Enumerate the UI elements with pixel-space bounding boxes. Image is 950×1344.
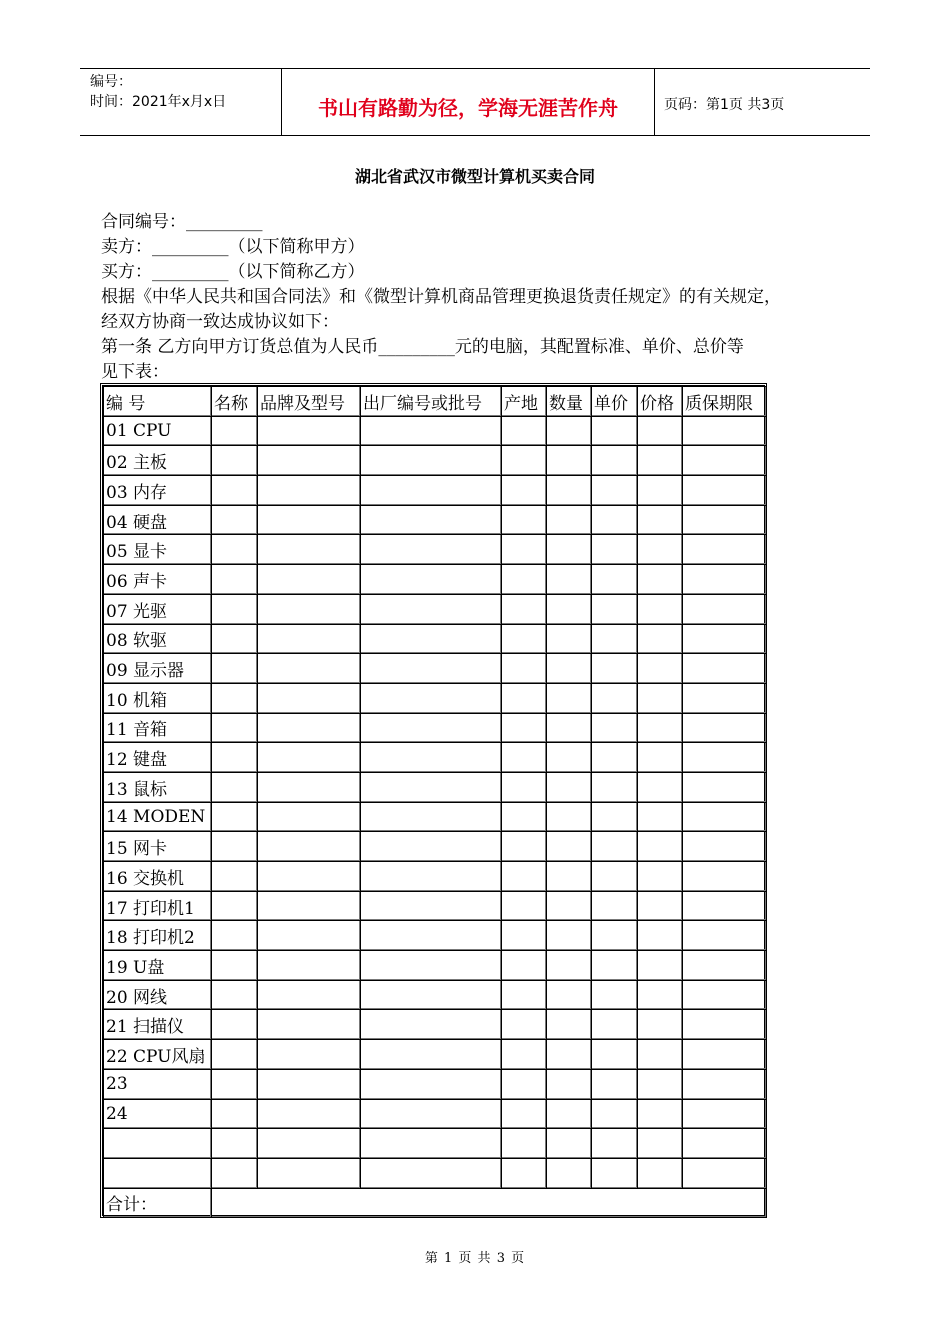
- table-cell: [547, 505, 592, 535]
- table-row: [104, 446, 767, 476]
- table-cell: [502, 505, 547, 535]
- table-cell: [638, 1099, 683, 1129]
- table-cell: [361, 683, 502, 713]
- item-label-cell: 08 软驱: [104, 624, 212, 654]
- table-cell: [212, 535, 258, 565]
- document-number-label: 编号：: [90, 74, 132, 90]
- table-cell: [212, 416, 258, 446]
- table-row: [104, 535, 767, 565]
- table-cell: [361, 862, 502, 892]
- agreement-line: 经双方协商一致达成协议如下：: [101, 312, 339, 332]
- table-cell: [361, 832, 502, 862]
- table-cell: [258, 1099, 361, 1129]
- table-cell: [258, 772, 361, 802]
- order-table: [100, 383, 767, 1218]
- item-label-cell: 19 U盘: [104, 951, 212, 981]
- table-cell: [361, 980, 502, 1010]
- table-cell: [592, 1158, 638, 1188]
- item-label-cell: 03 内存: [104, 476, 212, 506]
- table-cell: [683, 446, 767, 476]
- table-cell: [547, 1010, 592, 1040]
- table-cell: [258, 743, 361, 773]
- table-row: [104, 1010, 767, 1040]
- table-cell: [683, 624, 767, 654]
- table-cell: [502, 654, 547, 684]
- table-cell: [547, 624, 592, 654]
- table-cell: [683, 476, 767, 506]
- table-cell: [683, 921, 767, 951]
- table-cell: [592, 446, 638, 476]
- item-label-cell: 15 网卡: [104, 832, 212, 862]
- table-cell: [683, 565, 767, 595]
- table-cell: [258, 416, 361, 446]
- table-cell: [258, 1069, 361, 1099]
- table-cell: [547, 921, 592, 951]
- item-label-cell: 04 硬盘: [104, 505, 212, 535]
- header-bottom-rule: [80, 135, 870, 136]
- table-cell: [502, 802, 547, 832]
- table-cell: [683, 1099, 767, 1129]
- table-cell: [638, 921, 683, 951]
- table-cell: [638, 1040, 683, 1070]
- table-cell: [638, 862, 683, 892]
- table-cell: [638, 832, 683, 862]
- table-cell: [592, 624, 638, 654]
- table-cell: [547, 951, 592, 981]
- table-row: [104, 891, 767, 921]
- table-row: [104, 951, 767, 981]
- table-total-row: [104, 1188, 767, 1217]
- table-cell: [683, 832, 767, 862]
- table-row: [104, 1129, 767, 1159]
- table-cell: [638, 743, 683, 773]
- total-value-cell: [212, 1188, 767, 1217]
- contract-intro: [101, 210, 881, 385]
- table-cell: [592, 1069, 638, 1099]
- table-cell: [361, 772, 502, 802]
- table-cell: [683, 980, 767, 1010]
- table-row: [104, 476, 767, 506]
- table-cell: [638, 654, 683, 684]
- table-cell: [592, 743, 638, 773]
- header-top-rule: [80, 68, 870, 69]
- table-cell: [258, 446, 361, 476]
- item-label-cell: 24: [104, 1099, 212, 1129]
- table-cell: [212, 446, 258, 476]
- table-cell: [502, 476, 547, 506]
- table-cell: [683, 594, 767, 624]
- table-cell: [212, 980, 258, 1010]
- table-cell: [502, 1010, 547, 1040]
- table-row: [104, 1069, 767, 1099]
- table-cell: [258, 891, 361, 921]
- table-row: [104, 1040, 767, 1070]
- table-cell: [638, 535, 683, 565]
- table-cell: [361, 1129, 502, 1159]
- table-cell: [592, 565, 638, 595]
- table-cell: [683, 654, 767, 684]
- page-footer: 第 1 页 共 3 页: [424, 1251, 526, 1266]
- table-cell: [547, 891, 592, 921]
- table-cell: [361, 416, 502, 446]
- header-cell-unit-price: 单价: [592, 387, 638, 417]
- table-cell: [212, 951, 258, 981]
- table-cell: [361, 1158, 502, 1188]
- item-label-cell: 05 显卡: [104, 535, 212, 565]
- table-cell: [592, 832, 638, 862]
- table-cell: [258, 921, 361, 951]
- table-cell: [361, 1069, 502, 1099]
- item-label-cell: 11 音箱: [104, 713, 212, 743]
- table-cell: [683, 683, 767, 713]
- table-cell: [638, 416, 683, 446]
- header-cell-name: 名称: [212, 387, 258, 417]
- table-cell: [638, 980, 683, 1010]
- table-cell: [361, 921, 502, 951]
- item-label-cell: 21 扫描仪: [104, 1010, 212, 1040]
- table-cell: [592, 980, 638, 1010]
- table-cell: [683, 416, 767, 446]
- table-cell: [361, 446, 502, 476]
- table-cell: [361, 1099, 502, 1129]
- table-cell: [638, 772, 683, 802]
- table-cell: [683, 1129, 767, 1159]
- table-cell: [212, 713, 258, 743]
- table-cell: [547, 654, 592, 684]
- table-row: [104, 772, 767, 802]
- table-cell: [547, 476, 592, 506]
- table-cell: [547, 683, 592, 713]
- table-cell: [592, 802, 638, 832]
- table-cell: [683, 891, 767, 921]
- table-cell: [258, 594, 361, 624]
- table-cell: [258, 802, 361, 832]
- item-label-cell: [104, 1129, 212, 1159]
- table-row: [104, 713, 767, 743]
- header-cell-quantity: 数量: [547, 387, 592, 417]
- table-row: [104, 1158, 767, 1188]
- table-cell: [592, 713, 638, 743]
- table-cell: [258, 654, 361, 684]
- table-cell: [547, 1069, 592, 1099]
- table-cell: [502, 446, 547, 476]
- table-row: [104, 921, 767, 951]
- item-label-cell: 14 MODEN: [104, 802, 212, 832]
- table-cell: [592, 654, 638, 684]
- table-cell: [547, 1158, 592, 1188]
- table-cell: [258, 832, 361, 862]
- header-meta: [90, 72, 226, 112]
- item-label-cell: 18 打印机2: [104, 921, 212, 951]
- table-row: [104, 832, 767, 862]
- document-title: 湖北省武汉市微型计算机买卖合同: [354, 167, 595, 186]
- header-page-info: 页码：第1页 共3页: [664, 97, 785, 113]
- table-cell: [212, 624, 258, 654]
- table-cell: [361, 505, 502, 535]
- table-cell: [638, 1010, 683, 1040]
- table-cell: [547, 802, 592, 832]
- table-cell: [502, 980, 547, 1010]
- table-cell: [638, 1129, 683, 1159]
- item-label-cell: 20 网线: [104, 980, 212, 1010]
- table-cell: [547, 713, 592, 743]
- table-cell: [502, 1099, 547, 1129]
- table-cell: [683, 743, 767, 773]
- table-row: [104, 862, 767, 892]
- table-cell: [212, 743, 258, 773]
- table-row: [104, 654, 767, 684]
- table-row: [104, 743, 767, 773]
- table-row: [104, 594, 767, 624]
- table-cell: [638, 891, 683, 921]
- table-cell: [592, 891, 638, 921]
- table-cell: [683, 1158, 767, 1188]
- table-cell: [638, 1069, 683, 1099]
- item-label-cell: 17 打印机1: [104, 891, 212, 921]
- table-cell: [683, 535, 767, 565]
- article-one-line: 第一条 乙方向甲方订货总值为人民币_________元的电脑，其配置标准、单价、总价等: [101, 337, 744, 357]
- table-cell: [592, 476, 638, 506]
- table-cell: [258, 565, 361, 595]
- table-cell: [258, 505, 361, 535]
- table-cell: [502, 832, 547, 862]
- table-cell: [638, 594, 683, 624]
- table-cell: [361, 594, 502, 624]
- table-cell: [212, 654, 258, 684]
- buyer-line: 买方：_________（以下简称乙方）: [101, 262, 365, 282]
- table-cell: [683, 1010, 767, 1040]
- table-cell: [361, 535, 502, 565]
- table-cell: [361, 1040, 502, 1070]
- table-row: [104, 416, 767, 446]
- table-cell: [258, 476, 361, 506]
- table-cell: [258, 1129, 361, 1159]
- table-cell: [547, 565, 592, 595]
- header-motto: 书山有路勤为径，学海无涯苦作舟: [318, 96, 618, 120]
- table-cell: [502, 1069, 547, 1099]
- table-cell: [547, 1099, 592, 1129]
- header-cell-serial: 出厂编号或批号: [361, 387, 502, 417]
- table-cell: [638, 683, 683, 713]
- header-cell-brand-model: 品牌及型号: [258, 387, 361, 417]
- table-cell: [212, 565, 258, 595]
- table-header-row: [104, 387, 767, 417]
- table-cell: [592, 1010, 638, 1040]
- item-label-cell: 12 键盘: [104, 743, 212, 773]
- table-cell: [592, 683, 638, 713]
- table-cell: [592, 1099, 638, 1129]
- table-cell: [592, 921, 638, 951]
- table-cell: [361, 951, 502, 981]
- item-label-cell: 02 主板: [104, 446, 212, 476]
- item-label-cell: 13 鼠标: [104, 772, 212, 802]
- header-cell-price: 价格: [638, 387, 683, 417]
- table-cell: [361, 891, 502, 921]
- table-cell: [592, 594, 638, 624]
- table-cell: [592, 1040, 638, 1070]
- item-label-cell: 06 声卡: [104, 565, 212, 595]
- table-cell: [547, 772, 592, 802]
- table-cell: [212, 891, 258, 921]
- table-cell: [547, 594, 592, 624]
- table-cell: [361, 624, 502, 654]
- table-cell: [361, 743, 502, 773]
- table-cell: [258, 951, 361, 981]
- table-cell: [502, 862, 547, 892]
- header-cell-warranty: 质保期限: [683, 387, 767, 417]
- table-cell: [258, 1040, 361, 1070]
- legal-basis-line: 根据《中华人民共和国合同法》和《微型计算机商品管理更换退货责任规定》的有关规定，: [101, 287, 781, 307]
- table-cell: [547, 1129, 592, 1159]
- table-cell: [502, 416, 547, 446]
- table-cell: [547, 1040, 592, 1070]
- item-label-cell: 07 光驱: [104, 594, 212, 624]
- table-cell: [592, 505, 638, 535]
- table-cell: [361, 654, 502, 684]
- table-cell: [212, 1069, 258, 1099]
- item-label-cell: 16 交换机: [104, 862, 212, 892]
- table-cell: [592, 535, 638, 565]
- table-body: [104, 416, 767, 1188]
- table-cell: [361, 1010, 502, 1040]
- table-cell: [212, 1099, 258, 1129]
- table-cell: [212, 594, 258, 624]
- table-cell: [212, 1010, 258, 1040]
- table-cell: [502, 594, 547, 624]
- table-cell: [547, 862, 592, 892]
- item-label-cell: 22 CPU风扇: [104, 1040, 212, 1070]
- table-cell: [258, 862, 361, 892]
- table-cell: [502, 891, 547, 921]
- item-label-cell: [104, 1158, 212, 1188]
- header-divider-right: [654, 68, 655, 136]
- table-cell: [683, 802, 767, 832]
- table-row: [104, 624, 767, 654]
- table-cell: [502, 772, 547, 802]
- table-row: [104, 1099, 767, 1129]
- table-cell: [502, 535, 547, 565]
- contract-number-line: 合同编号：_________: [101, 212, 263, 232]
- article-one-continued-line: 见下表：: [101, 362, 169, 382]
- table-cell: [502, 921, 547, 951]
- table-cell: [638, 802, 683, 832]
- table-cell: [258, 980, 361, 1010]
- table-cell: [547, 446, 592, 476]
- table-row: [104, 565, 767, 595]
- table-row: [104, 505, 767, 535]
- table-cell: [502, 683, 547, 713]
- table-row: [104, 683, 767, 713]
- table-cell: [547, 416, 592, 446]
- table-cell: [638, 446, 683, 476]
- total-label: 合计：: [104, 1188, 212, 1217]
- table-cell: [212, 476, 258, 506]
- table-cell: [502, 624, 547, 654]
- table-cell: [258, 624, 361, 654]
- table-cell: [212, 505, 258, 535]
- table-cell: [547, 980, 592, 1010]
- table-cell: [638, 476, 683, 506]
- table-cell: [258, 713, 361, 743]
- table-cell: [638, 951, 683, 981]
- table-cell: [258, 683, 361, 713]
- table-cell: [212, 683, 258, 713]
- table-cell: [638, 1158, 683, 1188]
- table-cell: [502, 1129, 547, 1159]
- table-cell: [212, 862, 258, 892]
- table-cell: [212, 802, 258, 832]
- table-cell: [502, 565, 547, 595]
- table-cell: [547, 743, 592, 773]
- document-time-label: 时间：2021年x月x日: [90, 94, 227, 110]
- table-cell: [683, 772, 767, 802]
- table-cell: [683, 1040, 767, 1070]
- item-label-cell: 01 CPU: [104, 416, 212, 446]
- table-cell: [547, 535, 592, 565]
- table-cell: [212, 1129, 258, 1159]
- table-cell: [258, 1158, 361, 1188]
- table-cell: [212, 1158, 258, 1188]
- table-cell: [212, 1040, 258, 1070]
- table-cell: [638, 624, 683, 654]
- table-cell: [592, 416, 638, 446]
- table-cell: [683, 951, 767, 981]
- table-cell: [592, 951, 638, 981]
- table-cell: [592, 1129, 638, 1159]
- order-table-grid: [103, 386, 767, 1218]
- table-cell: [361, 476, 502, 506]
- table-cell: [638, 565, 683, 595]
- table-cell: [638, 713, 683, 743]
- item-label-cell: 10 机箱: [104, 683, 212, 713]
- table-cell: [502, 1040, 547, 1070]
- table-cell: [502, 743, 547, 773]
- table-row: [104, 802, 767, 832]
- table-cell: [502, 1158, 547, 1188]
- seller-line: 卖方：_________（以下简称甲方）: [101, 237, 365, 257]
- table-cell: [683, 505, 767, 535]
- table-cell: [361, 802, 502, 832]
- table-cell: [683, 713, 767, 743]
- item-label-cell: 09 显示器: [104, 654, 212, 684]
- table-cell: [638, 505, 683, 535]
- table-cell: [212, 772, 258, 802]
- table-cell: [212, 832, 258, 862]
- table-cell: [547, 832, 592, 862]
- table-cell: [502, 713, 547, 743]
- table-cell: [361, 713, 502, 743]
- table-cell: [592, 772, 638, 802]
- table-cell: [361, 565, 502, 595]
- table-row: [104, 980, 767, 1010]
- header-cell-origin: 产地: [502, 387, 547, 417]
- table-cell: [683, 862, 767, 892]
- header-cell-number: 编 号: [104, 387, 212, 417]
- table-cell: [683, 1069, 767, 1099]
- table-cell: [592, 862, 638, 892]
- table-cell: [258, 1010, 361, 1040]
- item-label-cell: 23: [104, 1069, 212, 1099]
- table-cell: [502, 951, 547, 981]
- table-cell: [212, 921, 258, 951]
- table-cell: [258, 535, 361, 565]
